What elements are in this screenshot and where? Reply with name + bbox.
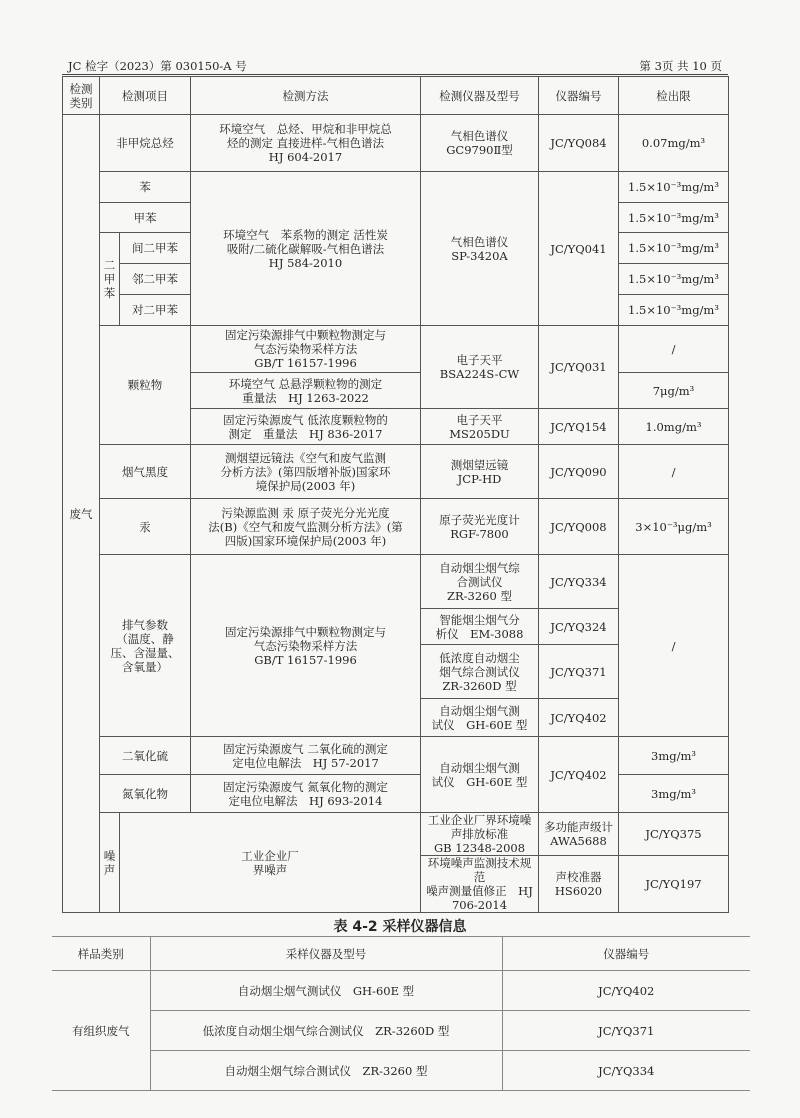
item-nox: 氮氧化物 — [100, 775, 191, 813]
page-info: 第 3页 共 10 页 — [639, 59, 722, 73]
header-instrument: 检测仪器及型号 — [421, 77, 539, 115]
code-exhaust-3: JC/YQ371 — [539, 645, 619, 699]
table-row — [63, 499, 729, 555]
header-category: 检测类别 — [63, 77, 100, 115]
item-smoke: 烟气黑度 — [100, 445, 191, 499]
header-method: 检测方法 — [191, 77, 421, 115]
header-limit: 检出限 — [619, 77, 729, 115]
header-code: 仪器编号 — [539, 77, 619, 115]
table-row — [63, 326, 729, 373]
item-exhaust: 排气参数 （温度、静 压、含湿量、 含氧量） — [100, 555, 191, 737]
limit-p-xylene: 1.5×10⁻³mg/m³ — [619, 295, 729, 326]
method-noise-2: 环境噪声监测技术规范 噪声测量值修正 HJ 706-2014 — [421, 856, 539, 913]
sampling-code: JC/YQ371 — [502, 1011, 750, 1051]
method-particulate-2: 环境空气 总悬浮颗粒物的测定 重量法 HJ 1263-2022 — [191, 373, 421, 409]
limit-so2: 3mg/m³ — [619, 737, 729, 775]
item-m-xylene: 间二甲苯 — [120, 233, 191, 264]
limit-mercury: 3×10⁻³μg/m³ — [619, 499, 729, 555]
code-smoke: JC/YQ090 — [539, 445, 619, 499]
category-gas: 废气 — [63, 115, 100, 913]
sampling-instrument: 自动烟尘烟气综合测试仪 ZR-3260 型 — [150, 1051, 502, 1091]
table-row — [52, 1011, 750, 1051]
limit-smoke: / — [619, 445, 729, 499]
table-row — [63, 445, 729, 499]
code-benzene: JC/YQ041 — [539, 172, 619, 326]
xylene-group: 二甲苯 — [100, 233, 120, 326]
table-header-row — [63, 77, 729, 115]
instrument-exhaust-2: 智能烟尘烟气分 析仪 EM-3088 — [421, 609, 539, 645]
table-header-row — [52, 937, 750, 971]
instrument-benzene: 气相色谱仪 SP-3420A — [421, 172, 539, 326]
limit-particulate-3: 1.0mg/m³ — [619, 409, 729, 445]
item-benzene: 苯 — [100, 172, 191, 203]
sampling-header-code: 仪器编号 — [502, 937, 750, 971]
instrument-noise-1: 多功能声级计 AWA5688 — [539, 813, 619, 856]
code-noise-1: JC/YQ375 — [619, 813, 729, 856]
table-row — [63, 813, 729, 856]
sampling-instrument: 自动烟尘烟气测试仪 GH-60E 型 — [150, 971, 502, 1011]
instrument-so2-nox: 自动烟尘烟气测 试仪 GH-60E 型 — [421, 737, 539, 813]
method-mercury: 污染源监测 汞 原子荧光分光光度 法(B)《空气和废气监测分析方法》(第 四版)国家环境保护局(2003 年) — [191, 499, 421, 555]
item-so2: 二氧化硫 — [100, 737, 191, 775]
sampling-code: JC/YQ334 — [502, 1051, 750, 1091]
table-row — [52, 1051, 750, 1091]
sampling-header-instrument: 采样仪器及型号 — [150, 937, 502, 971]
method-smoke: 测烟望远镜法《空气和废气监测 分析方法》(第四版增补版)国家环 境保护局(2003 年) — [191, 445, 421, 499]
sampling-table-title: 表 4-2 采样仪器信息 — [333, 919, 467, 935]
instrument-noise-2: 声校准器 HS6020 — [539, 856, 619, 913]
instrument-particulate-2: 电子天平 MS205DU — [421, 409, 539, 445]
item-noise: 工业企业厂 界噪声 — [120, 813, 421, 913]
instrument-nmhc: 气相色谱仪 GC9790Ⅱ型 — [421, 115, 539, 172]
limit-particulate-2: 7μg/m³ — [619, 373, 729, 409]
limit-benzene: 1.5×10⁻³mg/m³ — [619, 172, 729, 203]
page-header — [62, 56, 728, 75]
code-so2-nox: JC/YQ402 — [539, 737, 619, 813]
code-exhaust-1: JC/YQ334 — [539, 555, 619, 609]
item-o-xylene: 邻二甲苯 — [120, 264, 191, 295]
limit-nmhc: 0.07mg/m³ — [619, 115, 729, 172]
code-noise-2: JC/YQ197 — [619, 856, 729, 913]
method-noise-1: 工业企业厂界环境噪声排放标准 GB 12348-2008 — [421, 813, 539, 856]
category-noise: 噪声 — [100, 813, 120, 913]
code-nmhc: JC/YQ084 — [539, 115, 619, 172]
instrument-mercury: 原子荧光光度计 RGF-7800 — [421, 499, 539, 555]
header-item: 检测项目 — [100, 77, 191, 115]
instrument-exhaust-3: 低浓度自动烟尘 烟气综合测试仪 ZR-3260D 型 — [421, 645, 539, 699]
sampling-header-category: 样品类别 — [52, 937, 150, 971]
table-row — [52, 971, 750, 1011]
table-row — [63, 115, 729, 172]
table-row — [63, 775, 729, 813]
table-row — [63, 737, 729, 775]
limit-exhaust: / — [619, 555, 729, 737]
instrument-smoke: 测烟望远镜 JCP-HD — [421, 445, 539, 499]
limit-o-xylene: 1.5×10⁻³mg/m³ — [619, 264, 729, 295]
limit-nox: 3mg/m³ — [619, 775, 729, 813]
item-particulate: 颗粒物 — [100, 326, 191, 445]
code-mercury: JC/YQ008 — [539, 499, 619, 555]
method-nox: 固定污染源废气 氮氧化物的测定 定电位电解法 HJ 693-2014 — [191, 775, 421, 813]
sampling-category: 有组织废气 — [52, 971, 150, 1091]
instrument-exhaust-4: 自动烟尘烟气测 试仪 GH-60E 型 — [421, 699, 539, 737]
item-toluene: 甲苯 — [100, 203, 191, 233]
limit-toluene: 1.5×10⁻³mg/m³ — [619, 203, 729, 233]
limit-particulate-1: / — [619, 326, 729, 373]
item-mercury: 汞 — [100, 499, 191, 555]
instrument-exhaust-1: 自动烟尘烟气综 合测试仪 ZR-3260 型 — [421, 555, 539, 609]
sampling-instrument: 低浓度自动烟尘烟气综合测试仪 ZR-3260D 型 — [150, 1011, 502, 1051]
method-particulate-1: 固定污染源排气中颗粒物测定与 气态污染物采样方法 GB/T 16157-1996 — [191, 326, 421, 373]
sampling-code: JC/YQ402 — [502, 971, 750, 1011]
instrument-particulate-1: 电子天平 BSA224S-CW — [421, 326, 539, 409]
method-so2: 固定污染源废气 二氧化硫的测定 定电位电解法 HJ 57-2017 — [191, 737, 421, 775]
code-exhaust-4: JC/YQ402 — [539, 699, 619, 737]
item-p-xylene: 对二甲苯 — [120, 295, 191, 326]
method-benzene: 环境空气 苯系物的测定 活性炭 吸附/二硫化碳解吸-气相色谱法 HJ 584-2010 — [191, 172, 421, 326]
report-number: JC 检字（2023）第 030150-A 号 — [68, 59, 247, 73]
code-particulate-2: JC/YQ154 — [539, 409, 619, 445]
limit-m-xylene: 1.5×10⁻³mg/m³ — [619, 233, 729, 264]
test-methods-table — [62, 76, 729, 913]
method-nmhc: 环境空气 总烃、甲烷和非甲烷总 烃的测定 直接进样-气相色谱法 HJ 604-2017 — [191, 115, 421, 172]
table-row — [63, 555, 729, 609]
item-nmhc: 非甲烷总烃 — [100, 115, 191, 172]
code-particulate-1: JC/YQ031 — [539, 326, 619, 409]
code-exhaust-2: JC/YQ324 — [539, 609, 619, 645]
table-row — [63, 172, 729, 203]
method-particulate-3: 固定污染源废气 低浓度颗粒物的 测定 重量法 HJ 836-2017 — [191, 409, 421, 445]
method-exhaust: 固定污染源排气中颗粒物测定与 气态污染物采样方法 GB/T 16157-1996 — [191, 555, 421, 737]
sampling-instruments-table — [52, 936, 750, 1091]
